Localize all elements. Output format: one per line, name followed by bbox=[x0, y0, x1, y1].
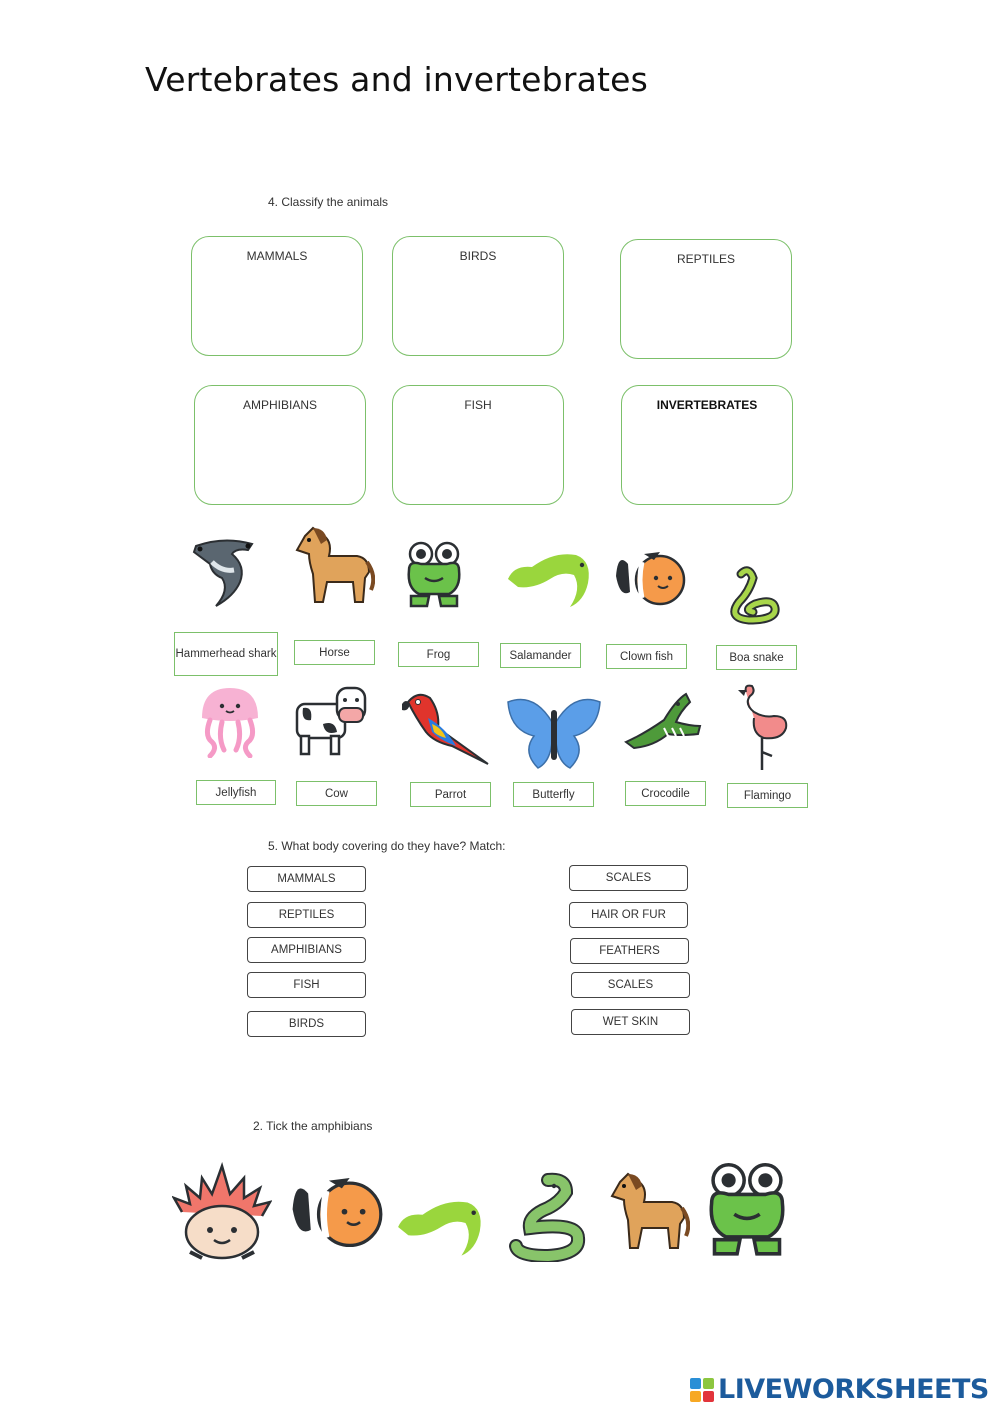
drop-box-birds[interactable] bbox=[392, 236, 564, 356]
match-left-fish[interactable]: FISH bbox=[247, 972, 366, 998]
animal-label-parrot[interactable]: Parrot bbox=[410, 782, 491, 807]
jellyfish-icon bbox=[198, 686, 262, 758]
animal-label-flamingo[interactable]: Flamingo bbox=[727, 783, 808, 808]
drop-box-fish[interactable] bbox=[392, 385, 564, 505]
axolotl-icon[interactable] bbox=[172, 1162, 272, 1262]
logo-mark-icon bbox=[690, 1378, 714, 1402]
animal-label-boa-snake[interactable]: Boa snake bbox=[716, 645, 797, 670]
clown-fish-icon bbox=[614, 546, 688, 612]
animal-label-butterfly[interactable]: Butterfly bbox=[513, 782, 594, 807]
match-left-mammals[interactable]: MAMMALS bbox=[247, 866, 366, 892]
animal-label-jellyfish[interactable]: Jellyfish bbox=[196, 780, 276, 805]
butterfly-icon bbox=[504, 692, 604, 772]
cow-icon bbox=[293, 682, 369, 756]
question-5-label: 5. What body covering do they have? Match: bbox=[268, 839, 506, 853]
hammerhead-shark-icon bbox=[186, 532, 262, 610]
match-right-feathers[interactable]: FEATHERS bbox=[570, 938, 689, 964]
match-left-reptiles[interactable]: REPTILES bbox=[247, 902, 366, 928]
animal-label-salamander[interactable]: Salamander bbox=[500, 643, 581, 668]
match-right-scales[interactable]: SCALES bbox=[569, 865, 688, 891]
page-title: Vertebrates and invertebrates bbox=[145, 60, 649, 99]
category-label: AMPHIBIANS bbox=[242, 398, 317, 412]
animal-label-crocodile[interactable]: Crocodile bbox=[625, 781, 706, 806]
drop-box-invertebrates[interactable] bbox=[621, 385, 793, 505]
drop-box-reptiles[interactable] bbox=[620, 239, 792, 359]
salamander-icon[interactable] bbox=[394, 1192, 488, 1258]
category-label: INVERTEBRATES bbox=[656, 398, 758, 412]
parrot-icon bbox=[398, 688, 492, 768]
question-4-label: 4. Classify the animals bbox=[268, 195, 389, 209]
frog-icon bbox=[405, 540, 463, 610]
category-label: BIRDS bbox=[459, 249, 497, 263]
category-label: MAMMALS bbox=[246, 249, 308, 263]
logo-text: LIVEWORKSHEETS bbox=[718, 1374, 989, 1405]
snake-icon[interactable] bbox=[508, 1172, 598, 1262]
match-left-amphibians[interactable]: AMPHIBIANS bbox=[247, 937, 366, 963]
boa-snake-icon bbox=[713, 564, 783, 628]
flamingo-icon bbox=[734, 682, 790, 772]
clown-fish-icon[interactable] bbox=[290, 1170, 386, 1256]
horse-icon[interactable] bbox=[606, 1172, 690, 1252]
salamander-icon bbox=[504, 545, 596, 609]
crocodile-icon bbox=[624, 690, 702, 752]
animal-label-cow[interactable]: Cow bbox=[296, 781, 377, 806]
animal-label-clown-fish[interactable]: Clown fish bbox=[606, 644, 687, 669]
match-left-birds[interactable]: BIRDS bbox=[247, 1011, 366, 1037]
drop-box-amphibians[interactable] bbox=[194, 385, 366, 505]
match-right-wet-skin[interactable]: WET SKIN bbox=[571, 1009, 690, 1035]
horse-icon bbox=[291, 526, 375, 606]
match-right-scales-2[interactable]: SCALES bbox=[571, 972, 690, 998]
animal-label-frog[interactable]: Frog bbox=[398, 642, 479, 667]
animal-label-horse[interactable]: Horse bbox=[294, 640, 375, 665]
drop-box-mammals[interactable] bbox=[191, 236, 363, 356]
liveworksheets-logo[interactable] bbox=[690, 1374, 989, 1405]
match-right-hair-or-fur[interactable]: HAIR OR FUR bbox=[569, 902, 688, 928]
category-label: REPTILES bbox=[676, 252, 736, 266]
animal-label-hammerhead-shark[interactable]: Hammerhead shark bbox=[174, 632, 278, 676]
category-label: FISH bbox=[464, 398, 492, 412]
question-2-label: 2. Tick the amphibians bbox=[253, 1119, 373, 1133]
frog-icon[interactable] bbox=[706, 1160, 788, 1260]
